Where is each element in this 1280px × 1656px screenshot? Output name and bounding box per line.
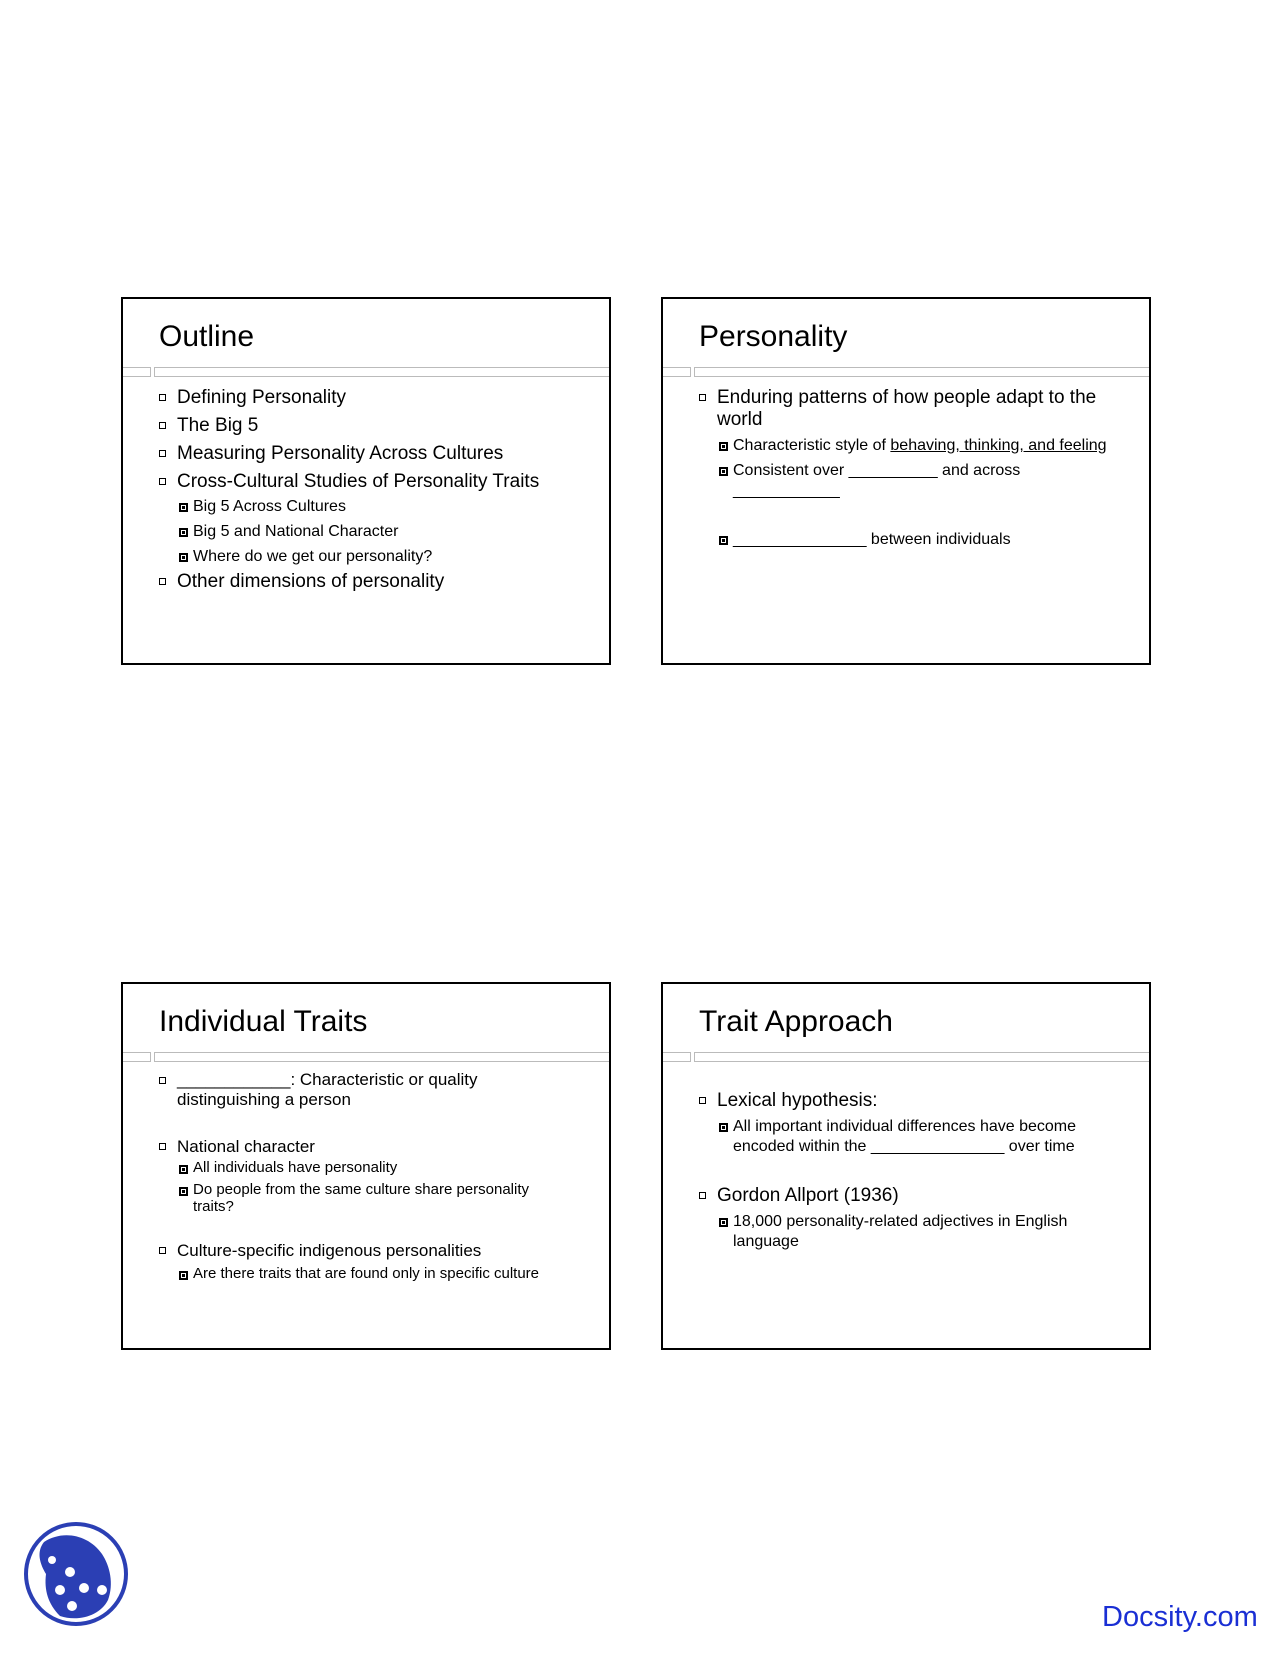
slide-body [159, 1070, 549, 1283]
sub-bullet-text: Characteristic style of [733, 437, 891, 454]
bullet-item: Other dimensions of personality [159, 571, 589, 593]
sub-bullet-item: Consistent over __________ and across ____________ [719, 461, 1119, 501]
title-divider [663, 367, 1149, 378]
slide-title: Individual Traits [159, 1005, 368, 1038]
slide-personality [661, 297, 1151, 665]
docsity-brand-link[interactable]: Docsity.com [1102, 1601, 1258, 1633]
bullet-item: Gordon Allport (1936) [699, 1185, 1119, 1207]
slide-outline [121, 297, 611, 665]
sub-bullet-item: _______________ between individuals [719, 530, 1119, 550]
bullet-item: Defining Personality [159, 387, 589, 409]
slide-body [699, 387, 1119, 550]
slide-title: Outline [159, 320, 255, 353]
bullet-item: Lexical hypothesis: [699, 1090, 1119, 1112]
sub-bullet-item: All individuals have personality [179, 1159, 549, 1177]
bullet-item: ____________: Characteristic or quality distinguishing a person [159, 1070, 549, 1110]
sub-bullet-item: Big 5 and National Character [179, 522, 589, 542]
slide-title: Personality [699, 320, 848, 353]
bullet-item: Cross-Cultural Studies of Personality Traits [159, 471, 589, 493]
sub-bullet-item: Big 5 Across Cultures [179, 497, 589, 517]
sub-bullet-item: Are there traits that are found only in specific culture [179, 1265, 609, 1283]
title-divider [663, 1052, 1149, 1063]
sub-bullet-item: All important individual differences have become encoded within the _______________ over time [719, 1117, 1119, 1157]
title-divider [123, 1052, 609, 1063]
slide-trait-approach [661, 982, 1151, 1350]
sub-bullet-item: 18,000 personality-related adjectives in English language [719, 1212, 1119, 1252]
bullet-item: The Big 5 [159, 415, 589, 437]
bullet-item: Culture-specific indigenous personalities [159, 1240, 549, 1262]
sub-bullet-item: Where do we get our personality? [179, 547, 589, 567]
docsity-logo-icon[interactable] [22, 1520, 130, 1633]
bullet-item: National character [159, 1136, 549, 1158]
title-divider [123, 367, 609, 378]
slide-body [159, 387, 589, 593]
sub-bullet-item: Do people from the same culture share personality traits? [179, 1181, 549, 1215]
slide-individual-traits [121, 982, 611, 1350]
underlined-text: behaving, thinking, and feeling [890, 437, 1107, 454]
slide-title: Trait Approach [699, 1005, 893, 1038]
slide-body [699, 1090, 1119, 1252]
bullet-item: Enduring patterns of how people adapt to the world [699, 387, 1119, 431]
sub-bullet-item [719, 436, 1119, 456]
bullet-item: Measuring Personality Across Cultures [159, 443, 589, 465]
